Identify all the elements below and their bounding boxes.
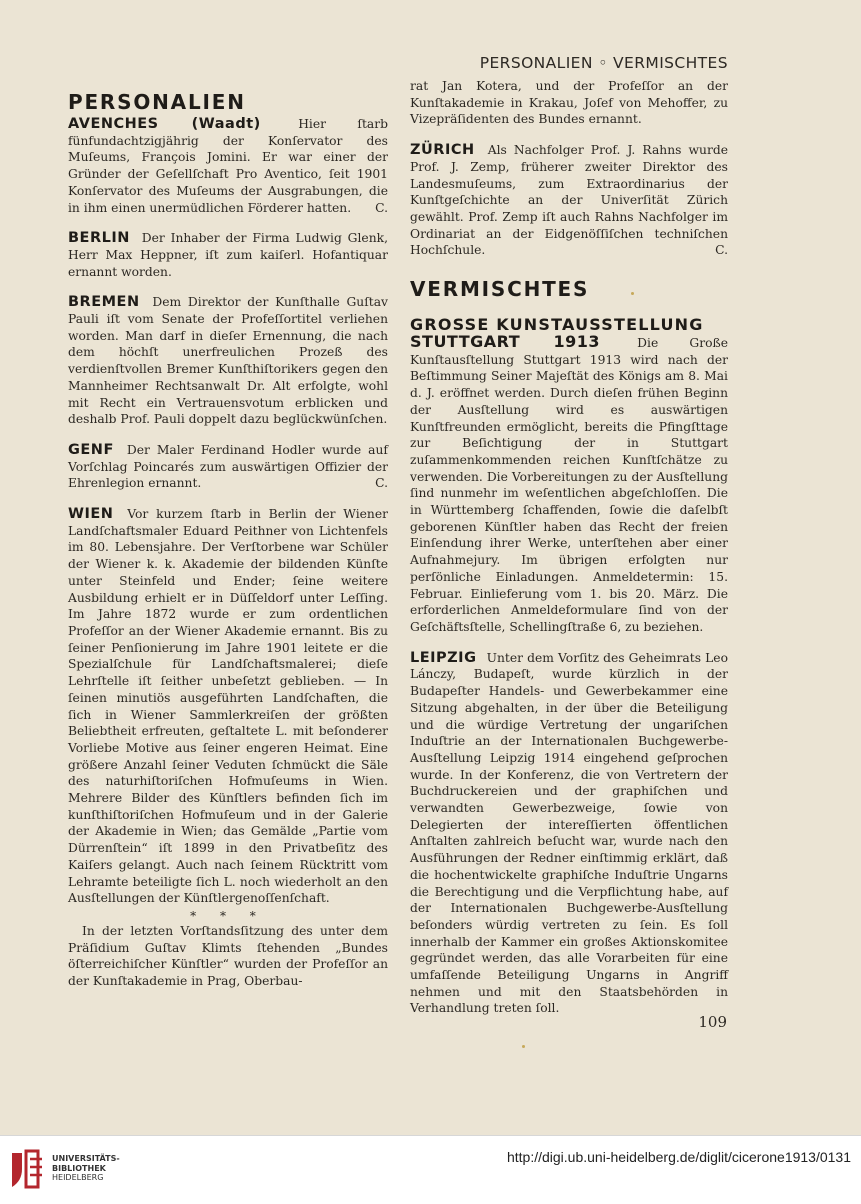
section-title-personalien: PERSONALIEN <box>68 90 246 114</box>
entry-keyword: ZÜRICH <box>410 142 475 159</box>
right-column <box>410 78 728 1031</box>
entry-text: Der Maler Ferdinand Hodler wurde auf Vorſchlag Poincarés zum auswärtigen Offizier der Ehrenlegion ernannt. <box>68 442 388 491</box>
entry-keyword: WIEN <box>68 506 114 523</box>
section-divider-stars: * * * <box>190 908 266 923</box>
entry-signature: C. <box>715 243 728 258</box>
entry-avenches <box>68 116 388 216</box>
library-name-line: HEIDELBERG <box>52 1173 104 1182</box>
entry-text: Als Nachfolger Prof. J. Rahns wurde Prof. J. Zemp, früherer zweiter Direktor des Landesmuſeums, zum Extraordinarius der Kunſtgeſchichte an der Univerſität Zürich gewählt. Prof. Zemp iſt auch Rahns Nachfolger im Ordinariat an der Eidgenöſſiſchen techniſchen Hochſchule. <box>410 143 728 258</box>
entry-bremen <box>68 294 388 428</box>
entry-berlin <box>68 230 388 280</box>
entry-text: Unter dem Vorſitz des Geheimrats Leo Lánczy, Budapeſt, wurde kürzlich in der Budapeſter Handels- und Gewerbekammer eine Sitzung abgehalten, in der über die Beteiligung und die würdige Vertretung der ungariſchen Induſtrie an der Internationalen Buchgewerbe-Ausſtellung Leipzig 1914 eingehend geſprochen wurde. In der Konferenz, die von Vertretern der Buchdruckereien und der graphiſchen und verwandten Gewerbezweige, ſowie von Delegierten der intereſſierten öffentlichen Anſtalten zahlreich beſucht war, wurde nach den Ausführungen der Redner einſtimmig erklärt, daß die hochentwickelte graphiſche Induſtrie Ungarns die Berechtigung und die Verpflichtung habe, auf der Internationalen Buchgewerbe-Ausſtellung beſonders würdig vertreten zu ſein. Es ſoll innerhalb der Kammer ein großes Aktionskomitee gegründet werden, das alle Vorarbeiten für eine umfaſſende Beteiligung Ungarns in Angriff nehmen und mit den Staatsbehörden in Verhandlung treten ſoll. <box>410 650 728 1016</box>
library-logo-icon <box>8 1147 46 1193</box>
source-url-link[interactable]: http://digi.ub.uni-heidelberg.de/diglit/cicerone1913/0131 <box>506 1149 851 1165</box>
footer-bar <box>0 1135 861 1204</box>
entry-stuttgart <box>410 334 728 636</box>
section-title-vermischtes: VERMISCHTES <box>410 277 590 302</box>
entry-wien-continued: In der letzten Vorſtandsſitzung des unter dem Präſidium Guſtav Klimts ſtehenden „Bundes öſterreichiſcher Künſtler“ wurden der Profeſſor an der Kunſtakademie in Prag, Oberbau- <box>68 923 388 989</box>
entry-keyword: GENF <box>68 441 114 458</box>
entry-signature: C. <box>375 200 388 215</box>
entry-keyword: STUTTGART 1913 <box>410 332 601 352</box>
entry-keyword: BREMEN <box>68 294 140 311</box>
entry-keyword: BERLIN <box>68 230 130 247</box>
entry-continuation: rat Jan Kotera, und der Profeſſor an der Kunſtakademie in Krakau, Joſef von Mehoffer, zu Vizepräſidenten des Bundes ernannt. <box>410 79 728 127</box>
paper-speck <box>522 1045 525 1048</box>
entry-signature: C. <box>375 476 388 491</box>
library-name-line: UNIVERSITÄTS- <box>52 1154 120 1163</box>
subsection-title: GROSSE KUNSTAUSSTELLUNG <box>410 315 704 335</box>
library-name <box>52 1154 120 1183</box>
entry-keyword: LEIPZIG <box>410 649 477 666</box>
paper-speck <box>631 292 634 295</box>
entry-keyword: AVENCHES (Waadt) <box>68 116 261 132</box>
page-number: 109 <box>698 1013 727 1031</box>
entry-text: Vor kurzem ſtarb in Berlin der Wiener Landſchaftsmaler Eduard Peithner von Lichtenfels im 80. Lebensjahre. Der Verſtorbene war Schüler der Wiener k. k. Akademie der bildenden Künſte unter Steinfeld und Ender; ſeine weitere Ausbildung erhielt er in Düſſeldorf unter Leſſing. Im Jahre 1872 wurde er zum ordentlichen Profeſſor an der Wiener Akademie ernannt. Bis zu ſeiner Penſionierung im Jahre 1901 leitete er die Spezialſchule für Landſchaftsmalerei; dieſe Lehrſtelle iſt ſeither unbeſetzt geblieben. — In ſeinen minutiös ausgeführten Landſchaften, die ſich in Wiener Sammlerkreiſen der größten Beliebtheit erfreuten, geſtaltete L. mit beſonderer Vorliebe Motive aus ſeiner engeren Heimat. Eine größere Anzahl ſeiner Veduten ſchmückt die Säle des naturhiſtoriſchen Hofmuſeums in Wien. Mehrere Bilder des Künſtlers befinden ſich im kunſthiſtoriſchen Hofmuſeum und in der Galerie der Akademie in Wien; das Gemälde „Partie vom Dürrenſtein“ iſt 1899 in den Privatbeſitz des Kaiſers gelangt. Auch nach ſeinem Rücktritt vom Lehramte beteiligte ſich L. noch wiederholt an den Ausſtellungen der Künſtlergenoſſenſchaft. <box>68 507 388 906</box>
entry-zuerich <box>410 142 728 259</box>
entry-text: Der Inhaber der Firma Ludwig Glenk, Herr Max Heppner, iſt zum kaiſerl. Hofantiquar ernannt worden. <box>68 231 388 279</box>
entry-wien <box>68 506 388 907</box>
entry-text: Hier ſtarb fünfundachtzigjährig der Konſervator des Muſeums, François Jomini. Er war einer der Gründer der Geſellſchaft Pro Aventico, ſeit 1901 Konſervator des Muſeums der Ausgrabungen, die in ihm einen unermüdlichen Förderer hatten. <box>68 117 388 215</box>
entry-genf <box>68 442 388 492</box>
library-name-line: BIBLIOTHEK <box>52 1163 106 1173</box>
running-head: PERSONALIEN ◦ VERMISCHTES <box>479 54 728 72</box>
entry-text: Die Große Kunſtausſtellung Stuttgart 1913 wird nach der Beſtimmung Seiner Majeſtät des Königs am 8. Mai d. J. eröffnet werden. Durch dieſen frühen Beginn der Ausſtellung wird es auswärtigen Kunſtfreunden ermöglicht, bereits die Pfingſttage zur Beſichtigung der in Stuttgart zuſammenkommenden reichen Kunſtſchätze zu verwenden. Die Vorbereitungen zu der Ausſtellung ſind nunmehr im weſentlichen abgeſchloſſen. Die in Württemberg ſchaffenden, ſowie die daſelbſt geborenen Künſtler haben das Recht der freien Einſendung ihrer Werke, unterſtehen aber einer Aufnahmejury. Im übrigen erfolgten nur perſönliche Einladungen. Anmeldetermin: 15. Februar. Einlieferung vom 1. bis 20. März. Die erforderlichen Anmeldeformulare ſind von der Geſchäftsſtelle, Schellingſtraße 6, zu beziehen. <box>410 336 728 634</box>
left-column <box>68 90 388 1004</box>
entry-text: Dem Direktor der Kunſthalle Guſtav Pauli iſt vom Senate der Profeſſortitel verliehen worden. Man darf in dieſer Ernennung, die nach dem höchſt unerfreulichen Prozeß des verdienſtvollen Bremer Kunſthiſtorikers gegen den Mannheimer Rechtsanwalt Dr. Alt erfolgte, wohl mit Recht ein Vertrauensvotum erblicken und deshalb Prof. Pauli doppelt dazu beglückwünſchen. <box>68 295 388 427</box>
entry-leipzig <box>410 650 728 1017</box>
